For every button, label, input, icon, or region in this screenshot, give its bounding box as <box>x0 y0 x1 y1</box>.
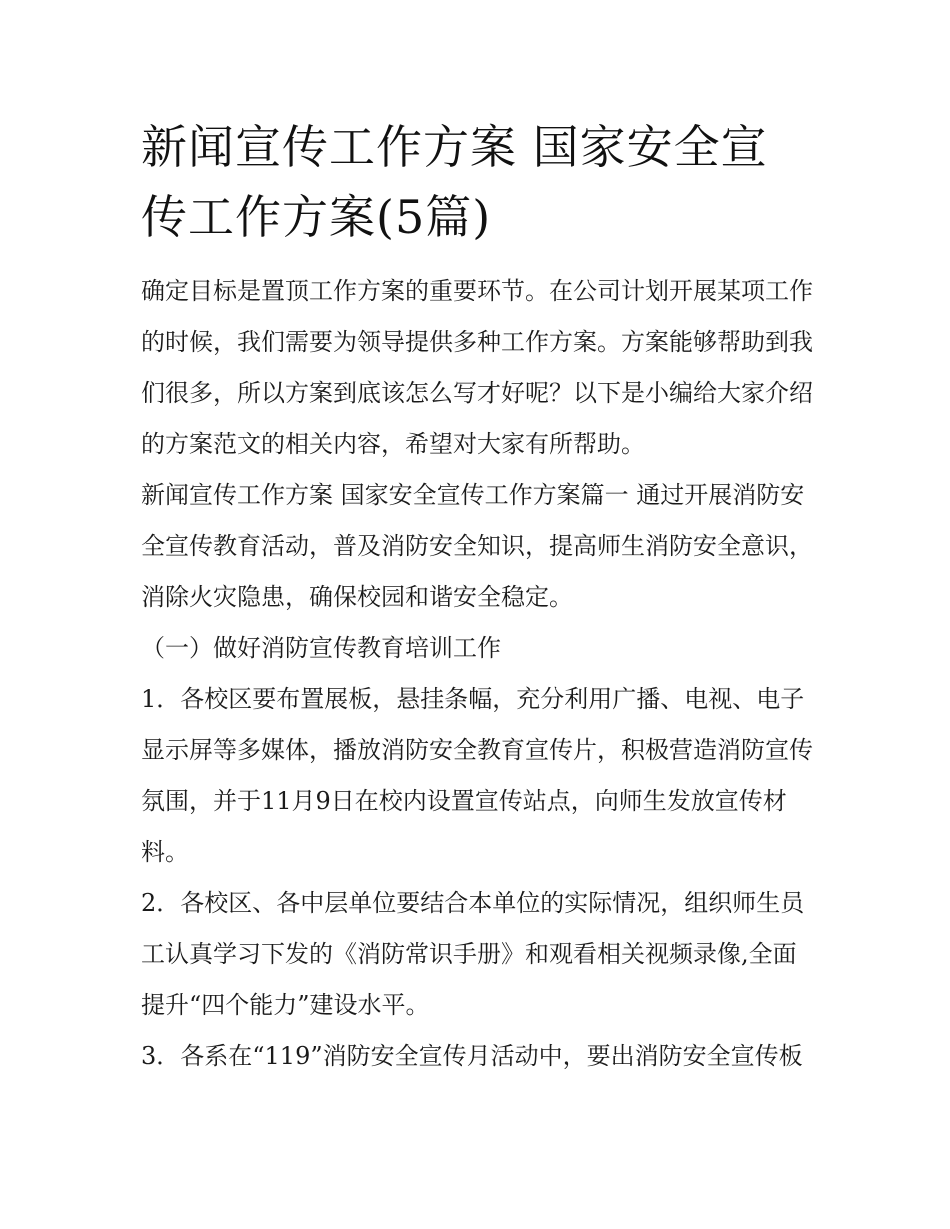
subheading-training: （一）做好消防宣传教育培训工作 <box>141 634 501 662</box>
document-body <box>141 112 813 1082</box>
list-item-2: 2．各校区、各中层单位要结合本单位的实际情况，组织师生员工认真学习下发的《消防常识手册》和观看相关视频录像,全面提升“四个能力”建设水平。 <box>141 889 805 1019</box>
section-one-paragraph: 新闻宣传工作方案 国家安全宣传工作方案篇一 通过开展消防安全宣传教育活动，普及消防安全知识，提高师生消防安全意识，消除火灾隐患，确保校园和谐安全稳定。 <box>141 481 813 611</box>
list-item-1: 1．各校区要布置展板，悬挂条幅，充分利用广播、电视、电子显示屏等多媒体，播放消防安全教育宣传片，积极营造消防宣传氛围，并于11月9日在校内设置宣传站点，向师生发放宣传材料。 <box>141 685 813 866</box>
list-item-3: 3．各系在“119”消防安全宣传月活动中，要出消防安全宣传板 <box>141 1042 803 1070</box>
intro-paragraph: 确定目标是置顶工作方案的重要环节。在公司计划开展某项工作的时候，我们需要为领导提供多种工作方案。方案能够帮助到我们很多，所以方案到底该怎么写才好呢？以下是小编给大家介绍的方案范文的相关内容，希望对大家有所帮助。 <box>141 277 813 458</box>
document-title: 新闻宣传工作方案 国家安全宣传工作方案(5篇) <box>141 120 768 244</box>
